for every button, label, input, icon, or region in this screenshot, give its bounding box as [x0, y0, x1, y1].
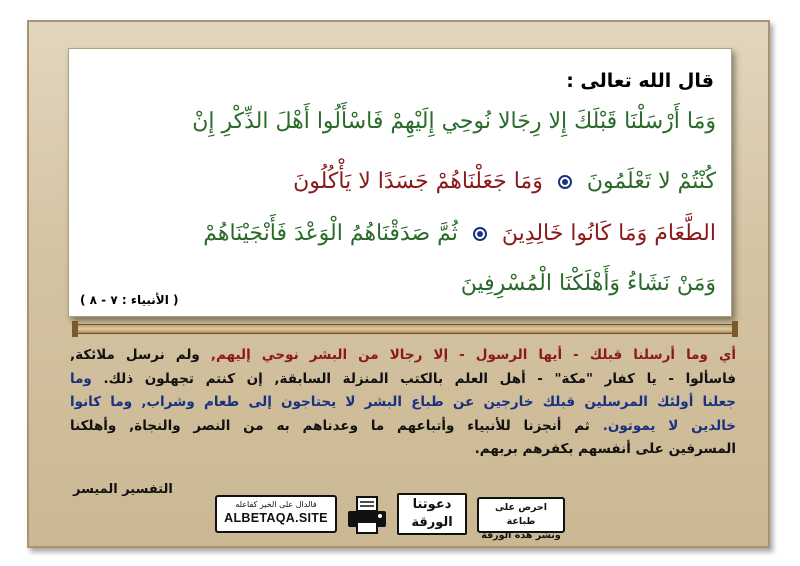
tip-line-2: ونشر هذه الورقة: [481, 530, 561, 541]
logo: [397, 493, 467, 535]
ayah-end-icon: [473, 227, 487, 241]
tip-line-1: احرص على طباعة: [494, 502, 548, 527]
divider-cap-left: [72, 321, 78, 337]
tafsir-line-4-rest: ثم أنجزنا للأنبياء وأتباعهم ما وعدناهم به من النصر والنجاة, وأهلكنا: [70, 417, 590, 434]
verse-line-2-next: وَمَا جَعَلْنَاهُمْ جَسَدًا لا يَأْكُلُونَ: [293, 169, 543, 194]
tafsir-line-3: جعلنا أولئك المرسلين قبلك خارجين عن طباع البشر لا يحتاجون إلى طعام وشراب, وما كانوا: [70, 394, 736, 410]
tafsir-source: التفسير الميسر: [73, 482, 173, 497]
tafsir-line-1: [70, 344, 736, 368]
verse-line-3-end: الطَّعَامَ وَمَا كَانُوا خَالِدِينَ: [501, 221, 716, 246]
verse-line-4: وَمَنْ نَشَاءُ وَأَهْلَكْنَا الْمُسْرِفِينَ: [460, 271, 716, 296]
tafsir-line-2: [70, 368, 736, 392]
logo-line-1: دعوتنا: [412, 497, 452, 512]
verse-line-2: [92, 160, 716, 204]
site-badge[interactable]: [215, 495, 337, 533]
tafsir-line-2-start: فاسألوا - يا كفار "مكة" - أهل العلم بالكتب المنزلة السابقة, إن كنتم تجهلون ذلك.: [103, 370, 736, 387]
tafsir-line-5: المسرفين على أنفسهم بكفرهم بربهم.: [474, 441, 736, 457]
verse-line-3-next: ثُمَّ صَدَقْنَاهُمُ الْوَعْدَ فَأَنْجَيْنَاهُمْ: [203, 221, 458, 246]
site-caption: فالدال على الخير كفاعله: [235, 500, 317, 509]
verse-reference: ( الأنبياء : ٧ - ٨ ): [80, 293, 179, 307]
verse-line-2-end: كُنْتُمْ لا تَعْلَمُونَ: [586, 169, 716, 194]
footer: [215, 493, 745, 539]
print-tip: [477, 497, 565, 541]
tafsir-line-4: [70, 415, 736, 439]
intro-heading: قال الله تعالى :: [566, 70, 714, 92]
tafsir-line-1-rest: ولم نرسل ملائكة,: [70, 347, 200, 363]
divider-cap-right: [732, 321, 738, 337]
site-url[interactable]: ALBETAQA.SITE: [224, 511, 328, 525]
tafsir-line-4-blue: خالدين لا يموتون.: [602, 417, 737, 434]
tafsir-line-2-blue: وما: [70, 370, 92, 387]
tafsir-text: [70, 344, 736, 462]
printer-icon: [346, 495, 388, 535]
ayah-end-icon: [558, 175, 572, 189]
logo-line-2: الورقة: [411, 515, 453, 530]
verse-line-1: وَمَا أَرْسَلْنَا قَبْلَكَ إِلا رِجَالا نُوحِي إِلَيْهِمْ فَاسْأَلُوا أَهْلَ الذِّكْرِ إِنْ: [192, 109, 716, 134]
section-divider: [75, 324, 735, 334]
verse-line-3: [92, 212, 716, 256]
tafsir-line-1-red: أي وما أرسلنا قبلك - أيها الرسول - إلا رجالا من البشر نوحي إليهم,: [210, 347, 736, 363]
